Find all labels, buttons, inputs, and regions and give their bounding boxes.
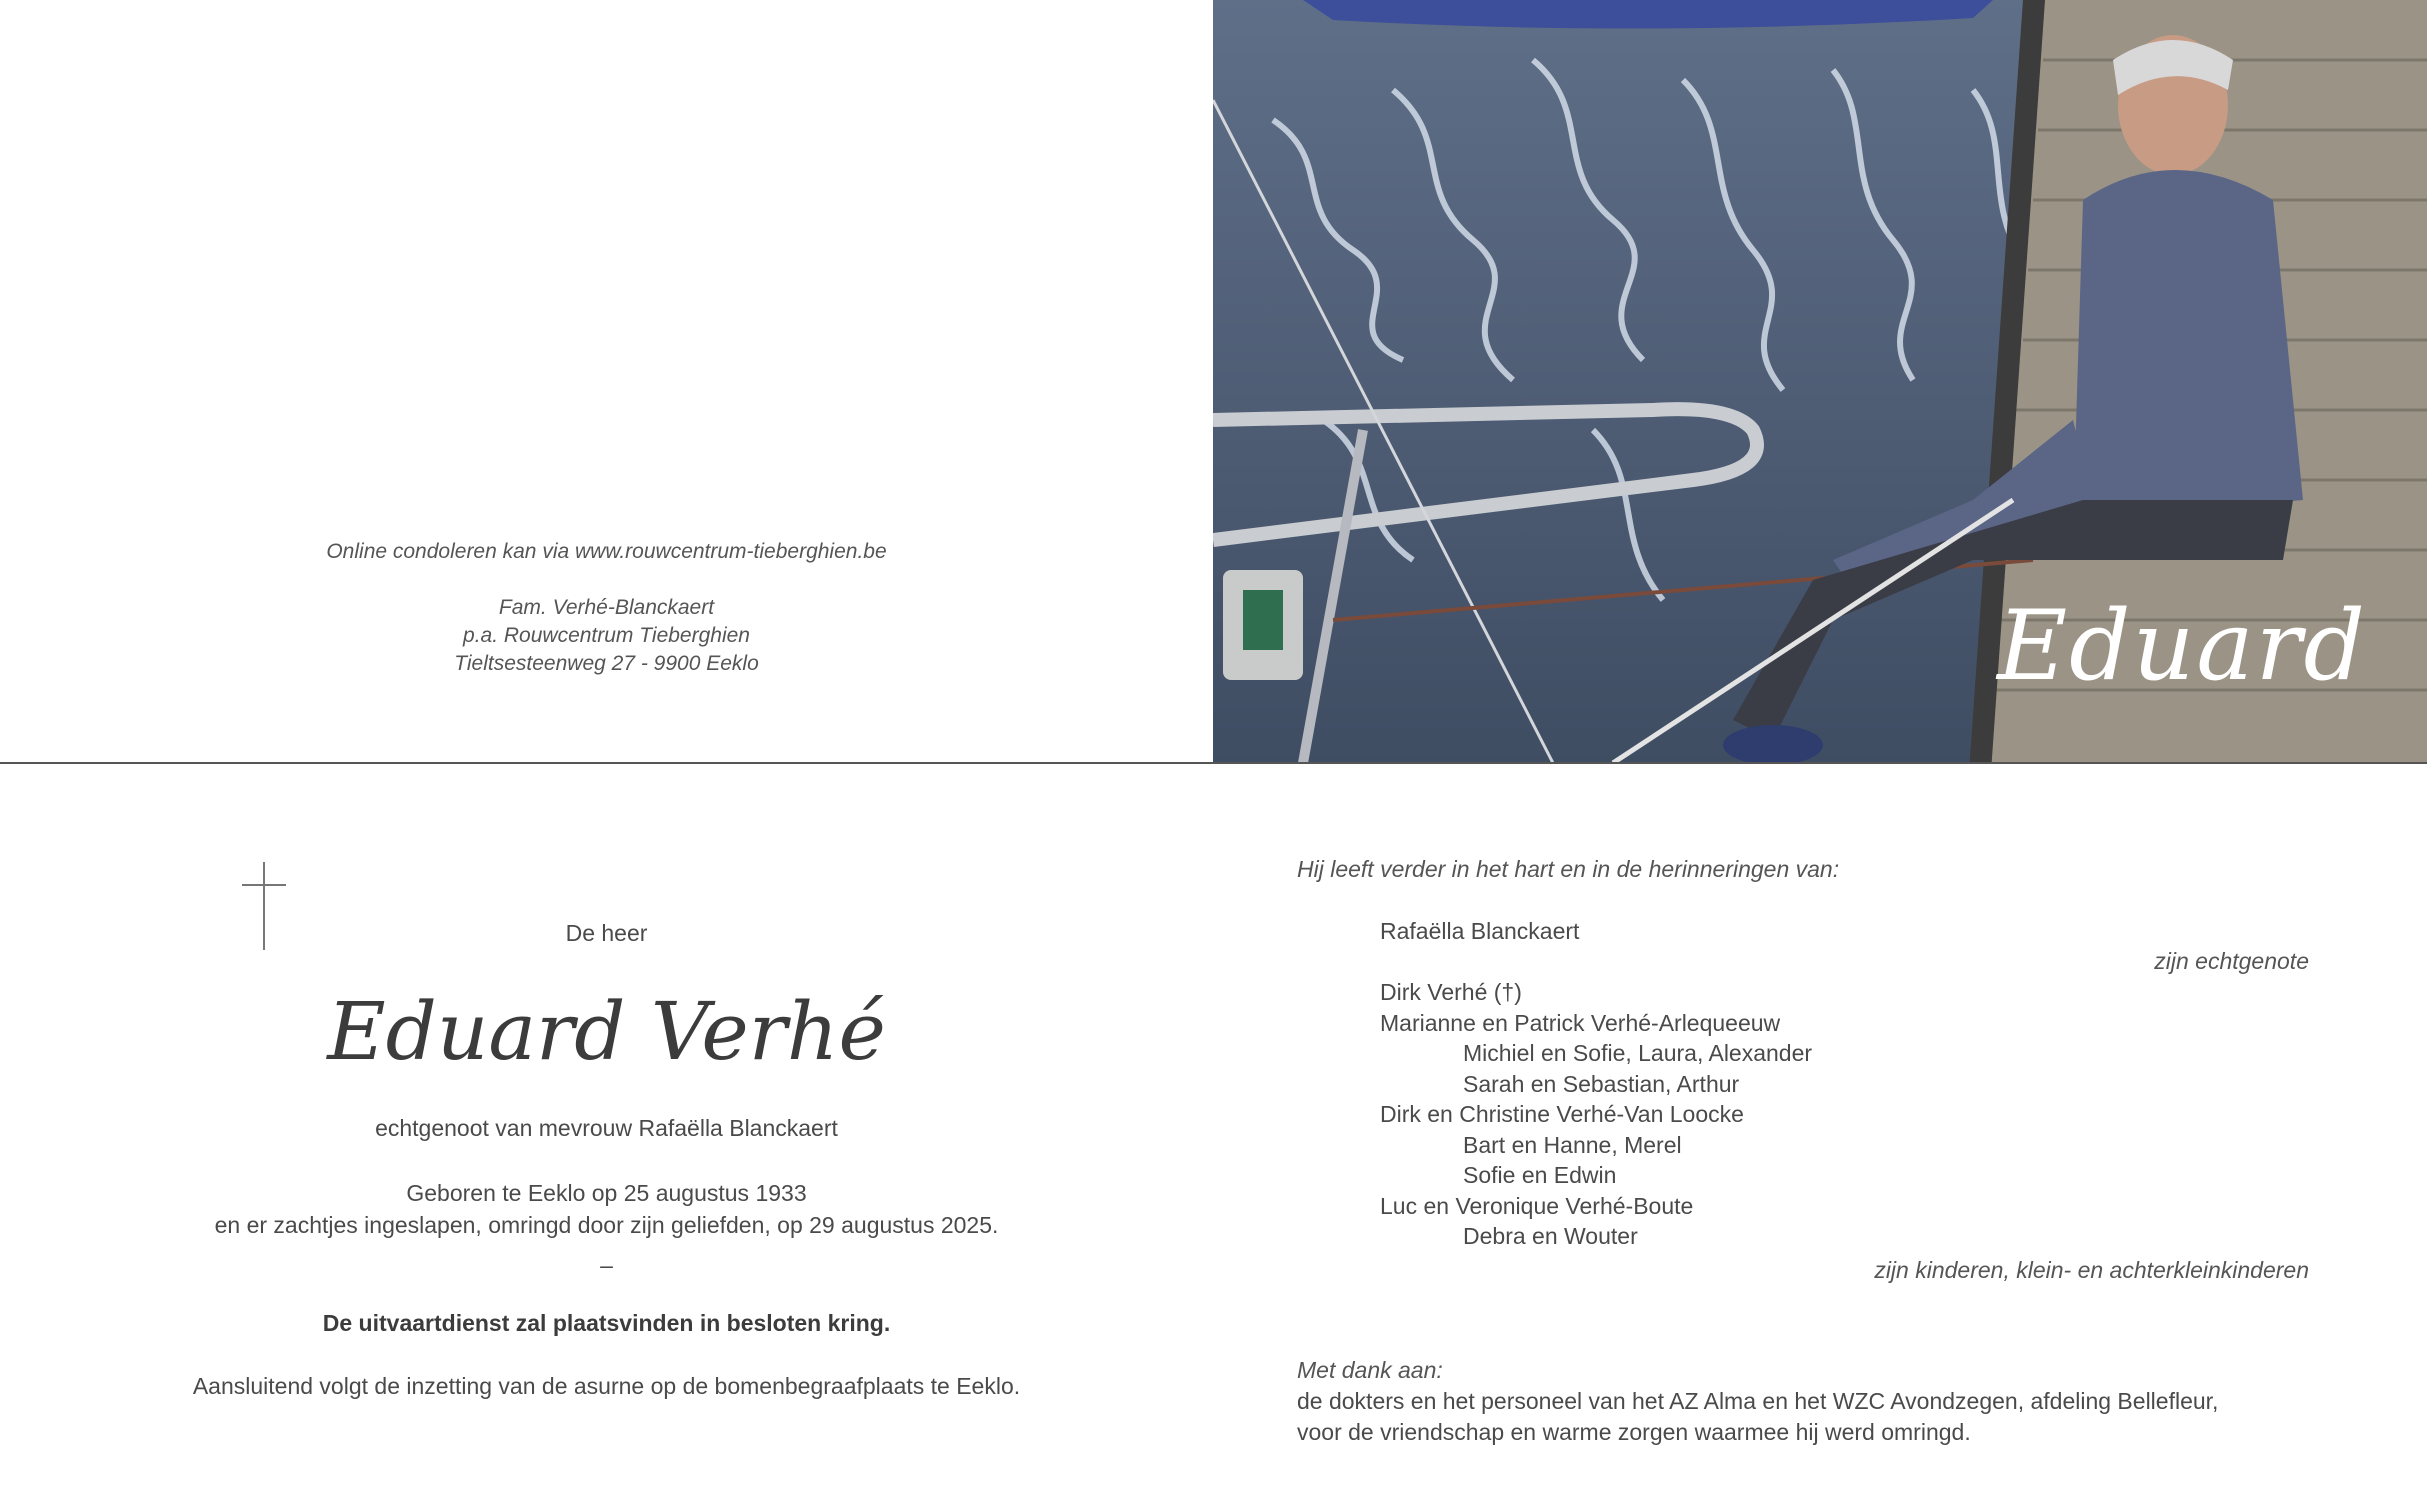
birth-line: Geboren te Eeklo op 25 augustus 1933: [406, 1180, 807, 1206]
service-line: De uitvaartdienst zal plaatsvinden in besloten kring.: [322, 1310, 891, 1336]
photo-name-script: Eduard: [1997, 590, 2367, 702]
family-name: Fam. Verhé-Blanckaert: [498, 596, 715, 619]
family-member: Luc en Veronique Verhé-Boute: [1380, 1193, 1694, 1219]
cross-icon-bar: [242, 884, 286, 886]
spouse-name: Rafaëlla Blanckaert: [1380, 918, 1580, 944]
family-role: zijn kinderen, klein- en achterkleinkinderen: [1874, 1257, 2309, 1283]
fold-line: [0, 762, 2427, 764]
memorial-photo: [1213, 0, 2427, 763]
separator-dash: –: [600, 1252, 613, 1278]
care-of: p.a. Rouwcentrum Tieberghien: [463, 624, 750, 647]
family-member: Marianne en Patrick Verhé-Arlequeeuw: [1380, 1010, 1781, 1036]
spouse-line: echtgenoot van mevrouw Rafaëlla Blanckaert: [375, 1115, 838, 1141]
address: Tieltsesteenweg 27 - 9900 Eeklo: [454, 652, 759, 675]
family-member: Bart en Hanne, Merel: [1463, 1132, 1682, 1158]
family-member: Sofie en Edwin: [1463, 1162, 1617, 1188]
salutation: De heer: [565, 920, 648, 946]
intro-line: Hij leeft verder in het hart en in de herinneringen van:: [1297, 856, 1840, 882]
condolence-text: Online condoleren kan via www.rouwcentrum-tieberghien.be: [326, 540, 887, 563]
thanks-line-2: voor de vriendschap en warme zorgen waarmee hij werd omringd.: [1297, 1419, 1971, 1445]
thanks-heading: Met dank aan:: [1297, 1357, 1443, 1383]
family-member: Debra en Wouter: [1463, 1223, 1638, 1249]
burial-line: Aansluitend volgt de inzetting van de asurne op de bomenbegraafplaats te Eeklo.: [192, 1373, 1021, 1399]
family-member: Michiel en Sofie, Laura, Alexander: [1463, 1040, 1813, 1066]
deceased-name: Eduard Verhé: [327, 985, 886, 1078]
family-member: Dirk Verhé (†): [1380, 979, 1522, 1005]
family-member: Sarah en Sebastian, Arthur: [1463, 1071, 1740, 1097]
family-member: Dirk en Christine Verhé-Van Loocke: [1380, 1101, 1744, 1127]
death-line: en er zachtjes ingeslapen, omringd door zijn geliefden, op 29 augustus 2025.: [214, 1212, 999, 1238]
navigation-light-lens: [1243, 590, 1283, 650]
thanks-line-1: de dokters en het personeel van het AZ Alma en het WZC Avondzegen, afdeling Bellefleur,: [1297, 1388, 2219, 1414]
spouse-role: zijn echtgenote: [2154, 948, 2309, 974]
